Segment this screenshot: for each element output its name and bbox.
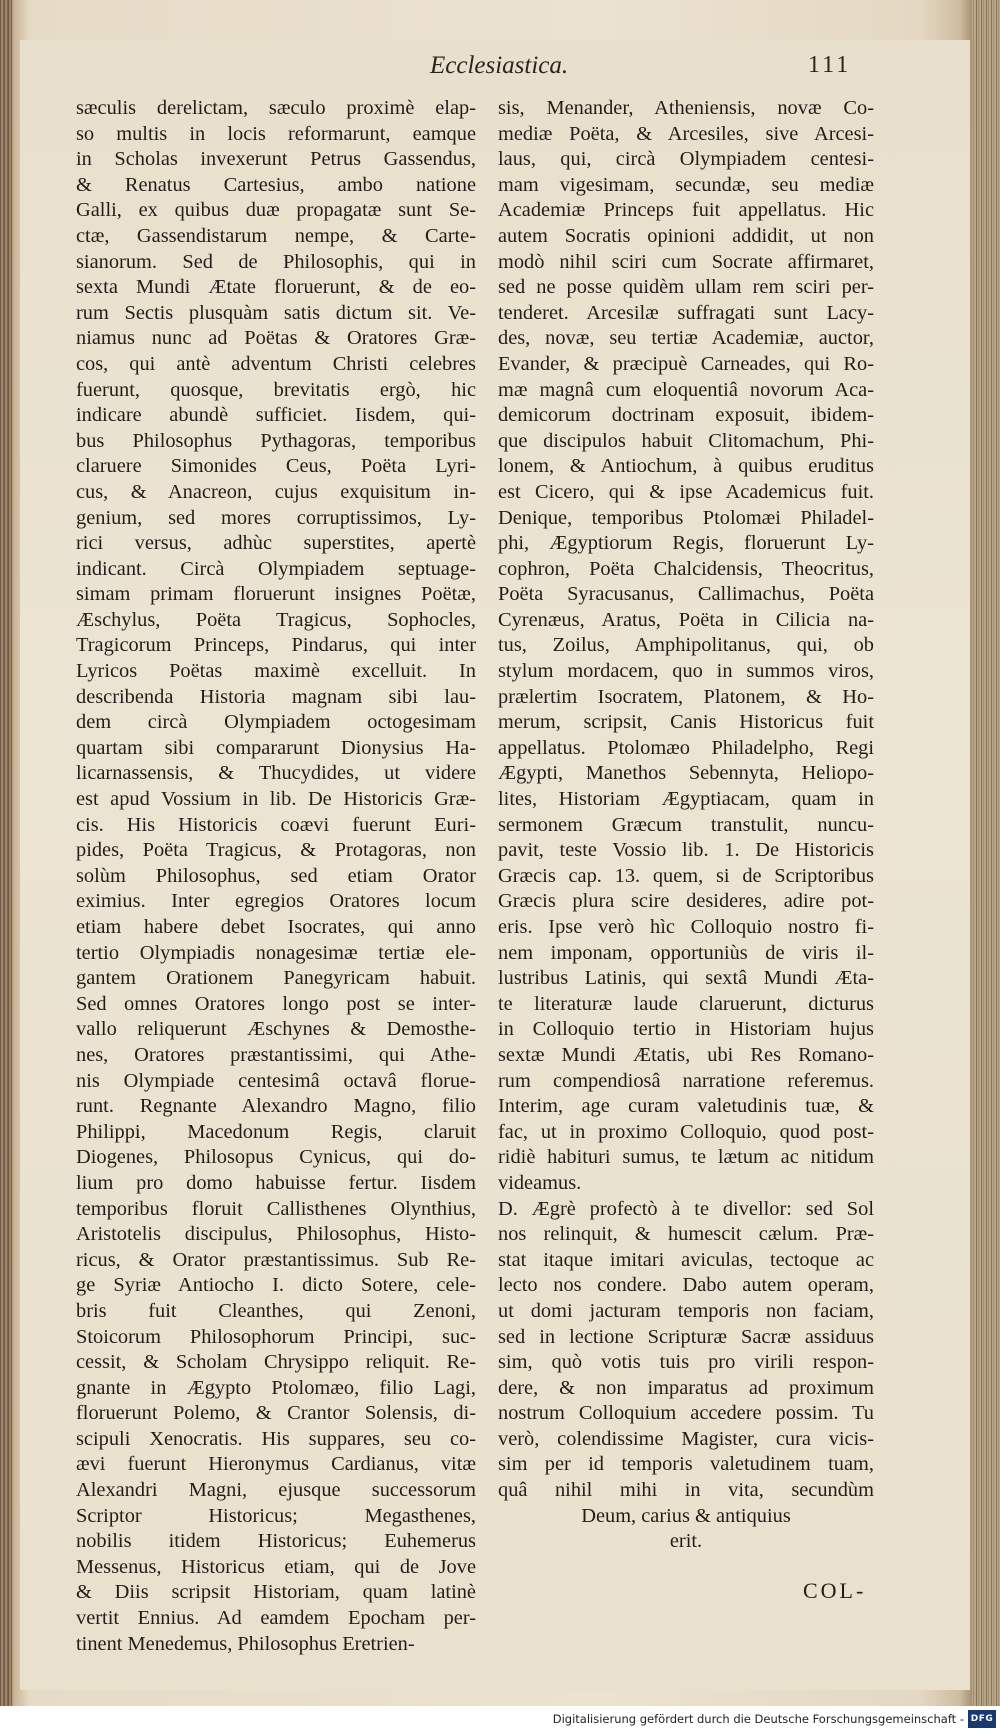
text-line: Aristotelis discipulus, Philosophus, Histo- xyxy=(76,1223,476,1246)
text-line: genium, sed mores corruptissimos, Ly- xyxy=(76,506,476,529)
text-line: dere, & non imparatus ad proximum xyxy=(498,1376,874,1399)
text-line: dem circà Olympiadem octogesimam xyxy=(76,711,476,734)
text-line: indicare abundè sufficiet. Iisdem, qui- xyxy=(76,404,476,427)
text-line: sianorum. Sed de Philosophis, qui in xyxy=(76,250,476,273)
text-line: gantem Orationem Panegyricam habuit. xyxy=(76,967,476,990)
text-line: stylum mordacem, quo in summos viros, xyxy=(498,660,874,683)
text-line: nis Olympiade centesimâ octavâ florue- xyxy=(76,1069,476,1092)
text-line: lium pro domo habuisse fertur. Iisdem xyxy=(76,1171,476,1194)
text-line: rum compendiosâ narratione referemus. xyxy=(498,1069,874,1092)
text-line: nes, Oratores præstantissimi, qui Athe- xyxy=(76,1043,476,1066)
text-line: Tragicorum Princeps, Pindarus, qui inter xyxy=(76,634,476,657)
text-line: tus, Zoilus, Amphipolitanus, qui, ob xyxy=(498,634,874,657)
text-line: bus Philosophus Pythagoras, temporibus xyxy=(76,429,476,452)
text-line: solùm Philosophus, sed etiam Orator xyxy=(76,864,476,887)
text-line: rici versus, adhùc superstites, apertè xyxy=(76,532,476,555)
text-line: rum Sectis plusquàm satis dictum sit. Ve- xyxy=(76,301,476,324)
text-line: gnante in Ægypto Ptolomæo, filio Lagi, xyxy=(76,1376,476,1399)
text-line: sim per id temporis valetudinem tuam, xyxy=(498,1453,874,1476)
text-line: tenderet. Arcesilæ suffragati sunt Lacy- xyxy=(498,301,874,324)
text-line: appellatus. Ptolomæo Philadelpho, Regi xyxy=(498,736,874,759)
text-line: merum, scripsit, Canis Historicus fuit xyxy=(498,711,874,734)
text-line: autem Socratis opinioni addidit, ut non xyxy=(498,224,874,247)
text-line: in Colloquio tertio in Historiam hujus xyxy=(498,1018,874,1041)
text-line: Interim, age curam valetudinis tuæ, & xyxy=(498,1095,874,1118)
text-line: lecto nos condere. Dabo autem operam, xyxy=(498,1274,874,1297)
text-line: sermonem Græcum transtulit, nuncu- xyxy=(498,813,874,836)
text-line: fuerunt, quosque, brevitatis ergò, hic xyxy=(76,378,476,401)
text-line: Græcis plura scire desideres, adire pot- xyxy=(498,890,874,913)
text-line: simam primam floruerunt insignes Poëtæ, xyxy=(76,583,476,606)
text-line: ricus, & Orator præstantissimus. Sub Re- xyxy=(76,1248,476,1271)
text-line: verò, colendissime Magister, cura vicis- xyxy=(498,1427,874,1450)
text-line: mediæ Poëta, & Arcesiles, sive Arcesi- xyxy=(498,122,874,145)
text-line: Academiæ Princeps fuit appellatus. Hic xyxy=(498,199,874,222)
text-line: Messenus, Historicus etiam, qui de Jove xyxy=(76,1555,476,1578)
text-line: describenda Historia magnam sibi lau- xyxy=(76,685,476,708)
text-line: Evander, & præcipuè Carneades, qui Ro- xyxy=(498,352,874,375)
text-line: sextæ Mundi Ætatis, ubi Res Romano- xyxy=(498,1043,874,1066)
text-line: Scriptor Historicus; Megasthenes, xyxy=(76,1504,476,1527)
text-line: sis, Menander, Atheniensis, novæ Co- xyxy=(498,97,874,119)
running-head: Ecclesiastica. xyxy=(430,52,569,79)
text-line: pides, Poëta Tragicus, & Protagoras, non xyxy=(76,839,476,862)
text-line: cus, & Anacreon, cujus exquisitum in- xyxy=(76,480,476,503)
text-line: sæculis derelictam, sæculo proximè elap- xyxy=(76,97,476,119)
left-page-edge xyxy=(0,0,12,1733)
text-line: phi, Ægyptiorum Regis, floruerunt Ly- xyxy=(498,532,874,555)
text-line: Denique, temporibus Ptolomæi Philadel- xyxy=(498,506,874,529)
text-line: est Cicero, qui & ipse Academicus fuit. xyxy=(498,480,874,503)
text-line: cis. His Historicis coævi fuerunt Euri- xyxy=(76,813,476,836)
text-line: Diogenes, Philosopus Cynicus, qui do- xyxy=(76,1146,476,1169)
text-line: ævi fuerunt Hieronymus Cardianus, vitæ xyxy=(76,1453,476,1476)
text-line: eximius. Inter egregios Oratores locum xyxy=(76,890,476,913)
text-line: bris fuit Cleanthes, qui Zenoni, xyxy=(76,1299,476,1322)
page-number: 111 xyxy=(808,52,852,78)
text-line: ut domi jacturam temporis non faciam, xyxy=(498,1299,874,1322)
text-line: quâ nihil mihi in vita, secundùm xyxy=(498,1479,874,1502)
text-line: indicant. Circà Olympiadem septuage- xyxy=(76,557,476,580)
text-line: tinent Menedemus, Philosophus Eretrien- xyxy=(76,1632,415,1655)
text-line: videamus. xyxy=(498,1171,582,1194)
text-line: vertit Ennius. Ad eamdem Epocham per- xyxy=(76,1607,476,1630)
text-line: ge Syriæ Antiocho I. dicto Sotere, cele- xyxy=(76,1274,476,1297)
text-line: mam vigesimam, secundæ, seu mediæ xyxy=(498,173,874,196)
text-line: Galli, ex quibus duæ propagatæ sunt Se- xyxy=(76,199,476,222)
text-line: sed in lectione Scripturæ Sacræ assiduus xyxy=(498,1325,874,1348)
text-line: Lyricos Poëtas maximè excelluit. In xyxy=(76,660,476,683)
text-line: D. Ægrè profectò à te divellor: sed Sol xyxy=(498,1197,874,1220)
text-line: Philippi, Macedonum Regis, claruit xyxy=(76,1120,476,1143)
text-line: laus, qui, circà Olympiadem centesi- xyxy=(498,148,874,171)
text-line: pavit, teste Vossio lib. 1. De Historicis xyxy=(498,839,874,862)
text-line: tertio Olympiadis nonagesimæ tertiæ ele- xyxy=(76,941,476,964)
text-line: Stoicorum Philosophorum Principi, suc- xyxy=(76,1325,476,1348)
text-line: vallo reliquerunt Æschynes & Demosthe- xyxy=(76,1018,476,1041)
text-line: mæ magnâ cum eloquentiâ novorum Aca- xyxy=(498,378,874,401)
text-line: nos relinquit, & humescit cælum. Præ- xyxy=(498,1223,874,1246)
text-line: Deum, carius & antiquius xyxy=(581,1504,791,1527)
dfg-logo: DFG xyxy=(968,1710,996,1728)
text-line: Cyrenæus, Aratus, Poëta in Cilicia na- xyxy=(498,608,874,631)
text-line: licarnassensis, & Thucydides, ut videre xyxy=(76,762,476,785)
text-line: temporibus floruit Callisthenes Olynthius, xyxy=(76,1197,476,1220)
text-line: floruerunt Polemo, & Crantor Solensis, di- xyxy=(76,1402,476,1425)
right-text-column xyxy=(498,96,874,1555)
text-line: erit. xyxy=(669,1530,703,1553)
text-line: des, novæ, seu tertiæ Academiæ, auctor, xyxy=(498,327,874,350)
digitization-footer xyxy=(0,1706,1000,1733)
text-line: stat itaque imitari aviculas, tectoque ac xyxy=(498,1248,874,1271)
text-line: Ægypti, Manethos Sebennyta, Heliopo- xyxy=(498,762,874,785)
text-line: runt. Regnante Alexandro Magno, filio xyxy=(76,1095,476,1118)
text-line: cophron, Poëta Chalcidensis, Theocritus, xyxy=(498,557,874,580)
text-line: niamus nunc ad Poëtas & Oratores Græ- xyxy=(76,327,476,350)
text-line: est apud Vossium in lib. De Historicis Græ- xyxy=(76,788,476,811)
text-line: ctæ, Gassendistarum nempe, & Carte- xyxy=(76,224,476,247)
text-line: nostrum Colloquium accedere possim. Tu xyxy=(498,1402,874,1425)
left-text-column xyxy=(76,96,476,1657)
text-line: Alexandri Magni, ejusque successorum xyxy=(76,1479,476,1502)
text-line: cos, qui antè adventum Christi celebres xyxy=(76,352,476,375)
text-line: claruere Simonides Ceus, Poëta Lyri- xyxy=(76,455,476,478)
text-line: fac, ut in proximo Colloquio, quod post- xyxy=(498,1120,874,1143)
text-line: Sed omnes Oratores longo post se inter- xyxy=(76,992,476,1015)
text-line: & Renatus Cartesius, ambo natione xyxy=(76,173,476,196)
text-line: que discipulos habuit Clitomachum, Phi- xyxy=(498,429,874,452)
right-page-edge xyxy=(972,0,1000,1733)
text-line: lites, Historiam Ægyptiacam, quam in xyxy=(498,788,874,811)
text-line: so multis in locis reformarunt, eamque xyxy=(76,122,476,145)
text-line: sed ne posse quidèm ullam rem sciri per- xyxy=(498,276,874,299)
text-line: prælertim Isocratem, Platonem, & Ho- xyxy=(498,685,874,708)
text-line: lustribus Latinis, qui sextâ Mundi Æta- xyxy=(498,967,874,990)
text-line: lonem, & Antiochum, à quibus eruditus xyxy=(498,455,874,478)
text-line: demicorum doctrinam exposuit, ibidem- xyxy=(498,404,874,427)
text-line: quartam sibi compararunt Dionysius Ha- xyxy=(76,736,476,759)
text-line: nobilis itidem Historicus; Euhemerus xyxy=(76,1530,476,1553)
text-line: scipuli Xenocratis. His suppares, seu co- xyxy=(76,1427,476,1450)
text-line: Æschylus, Poëta Tragicus, Sophocles, xyxy=(76,608,476,631)
text-line: in Scholas invexerunt Petrus Gassendus, xyxy=(76,148,476,171)
catchword: COL- xyxy=(803,1578,867,1603)
footer-credit-text: Digitalisierung gefördert durch die Deutsche Forschungsgemeinschaft - xyxy=(552,1712,964,1726)
text-line: modò nihil sciri cum Socrate affirmaret, xyxy=(498,250,874,273)
text-line: nem imponam, opportuniùs de viris il- xyxy=(498,941,874,964)
text-line: sim, quò votis tuis pro virili respon- xyxy=(498,1351,874,1374)
text-line: etiam habere debet Isocrates, qui anno xyxy=(76,916,476,938)
text-line: ridiè habituri sumus, te lætum ac nitidum xyxy=(498,1146,874,1169)
text-line: Græcis cap. 13. quem, si de Scriptoribus xyxy=(498,864,874,887)
text-line: eris. Ipse verò hìc Colloquio nostro fi- xyxy=(498,916,874,938)
text-line: cessit, & Scholam Chrysippo reliquit. Re- xyxy=(76,1351,476,1374)
text-line: sexta Mundi Ætate floruerunt, & de eo- xyxy=(76,276,476,299)
text-line: te literaturæ laude claruerunt, dicturus xyxy=(498,992,874,1015)
text-line: & Diis scripsit Historiam, quam latinè xyxy=(76,1581,476,1604)
text-line: Poëta Syracusanus, Callimachus, Poëta xyxy=(498,583,874,606)
